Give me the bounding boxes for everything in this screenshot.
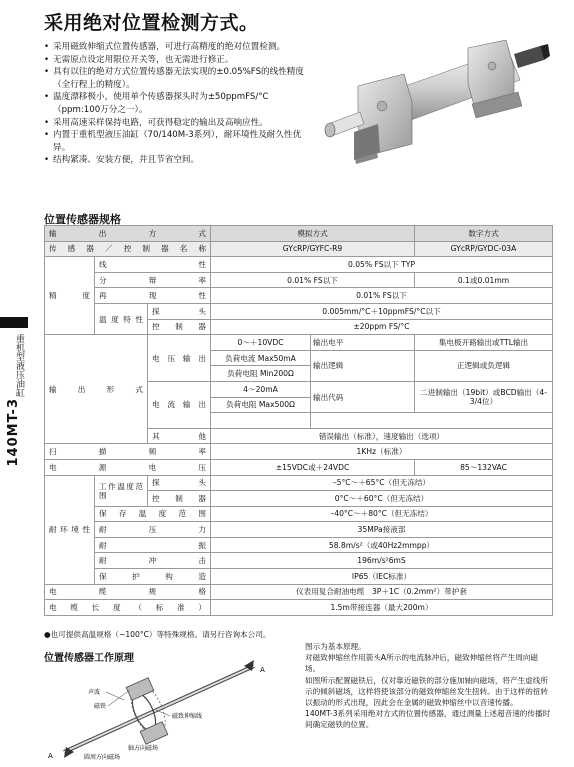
table-cell: 35MPa接液部 xyxy=(211,522,553,538)
table-cell: –5°C～＋65°C（但无冻结） xyxy=(211,475,553,491)
table-row xyxy=(45,537,553,553)
table-cell: 分辩率 xyxy=(95,272,211,288)
principle-paragraph: 如图所示配置磁铁后，仅对靠近磁铁的部分施加轴向磁场，将产生虚线所示的倾斜磁场，这样将使该部分的磁致伸缩丝发生扭转。由于这样的扭转以振动的形式出现，因此会在金属的磁致伸缩丝中以音速传播。 xyxy=(305,675,548,708)
label-a-end: A xyxy=(260,666,265,674)
table-cell: 0.1或0.01mm xyxy=(415,272,553,288)
feature-item: • 采用磁致伸缩式位置传感器，可进行高精度的绝对位置检测。 xyxy=(44,41,312,54)
table-row xyxy=(45,459,553,475)
table-cell: IP65（IEC标准） xyxy=(211,569,553,585)
table-header-cell: 输出方式 xyxy=(45,226,211,242)
table-cell: ±15VDC或＋24VDC xyxy=(211,459,415,475)
table-cell: 电缆规格 xyxy=(45,584,211,600)
table-cell: 电流输出 xyxy=(148,381,211,428)
table-row xyxy=(45,272,553,288)
table-row xyxy=(45,335,553,351)
table-cell: 输出逻辑 xyxy=(311,350,415,381)
feature-item: • 内置于重机型液压油缸（70/140M-3系列），耐环境性及耐久性优异。 xyxy=(44,129,312,154)
feature-item: • 采用高速采样保持电路，可获得稳定的输出及高响应性。 xyxy=(44,117,312,130)
table-cell: 控制器 xyxy=(148,491,211,507)
table-cell: 电源电压 xyxy=(45,459,211,475)
feature-item: • 具有以往的绝对方式位置传感器无法实现的±0.05%FS的线性精度（全行程上的精度）。 xyxy=(44,66,312,91)
table-cell: 58.8m/s²（或40Hz2mmpp） xyxy=(211,537,553,553)
table-cell: 0.01% FS以下 xyxy=(211,272,415,288)
feature-list xyxy=(44,41,312,167)
table-cell: 0°C～＋60°C（但无冻结） xyxy=(211,491,553,507)
table-cell: 集电极开路输出或TTL输出 xyxy=(415,335,553,351)
table-cell: GYcRP/GYFC-R9 xyxy=(211,241,415,257)
sensor-spec-table xyxy=(44,225,553,616)
table-row xyxy=(45,303,553,319)
table-row xyxy=(45,226,553,242)
table-cell: 再现性 xyxy=(95,288,211,304)
table-row xyxy=(45,444,553,460)
table-cell: 错误输出（标准），速度输出（选项） xyxy=(211,428,553,444)
table-cell: 耐振 xyxy=(95,537,211,553)
table-cell xyxy=(311,413,553,429)
hydraulic-cylinder-image xyxy=(318,40,550,190)
section-tab-marker xyxy=(0,317,28,328)
table-row xyxy=(45,506,553,522)
side-category-label: 重机型液压油缸 xyxy=(14,334,24,397)
diagram-title: 位置传感器工作原理 xyxy=(44,653,134,664)
table-cell: 正逻辑或负逻辑 xyxy=(415,350,553,381)
label-magnetostrictive-wire: 磁致伸缩线 xyxy=(172,713,203,720)
table-cell: 负荷电阻 Max500Ω xyxy=(211,397,311,413)
table-cell: 196m/s²6mS xyxy=(211,553,553,569)
table-cell xyxy=(211,413,311,429)
table-row xyxy=(45,288,553,304)
table-cell: 电缆长度（标准） xyxy=(45,600,211,616)
table-row xyxy=(45,257,553,273)
table-cell: ±20ppm FS/°C xyxy=(211,319,553,335)
table-cell: 85～132VAC xyxy=(415,459,553,475)
feature-item: • 温度漂移极小，使用单个传感器探头时为±50ppmFS/°C（ppm:100万分之一）。 xyxy=(44,91,312,116)
table-cell: 0.01% FS以下 xyxy=(211,288,553,304)
table-cell: 二进制输出（19bit）或BCD输出（4-3/4位） xyxy=(415,381,553,412)
label-magnet: 磁铁 xyxy=(94,703,107,710)
label-a: A xyxy=(48,752,53,760)
table-cell: 工作温度范围 xyxy=(95,475,148,506)
label-axial-field: 轴方向磁场 xyxy=(128,745,159,752)
table-cell: 0～＋10VDC xyxy=(211,335,311,351)
table-cell: 1KHz（标准） xyxy=(211,444,553,460)
table-row xyxy=(45,241,553,257)
table-header-cell: 模拟方式 xyxy=(211,226,415,242)
feature-item: • 无需原点设定用限位开关等，也无需进行修正。 xyxy=(44,54,312,67)
table-cell: GYcRP/GYDC-03A xyxy=(415,241,553,257)
table-row xyxy=(45,522,553,538)
table-cell: 0.005mm/°C＋10ppmFS/°C以下 xyxy=(211,303,553,319)
working-principle-diagram xyxy=(44,660,294,760)
section-title: 位置传感器规格 xyxy=(44,213,121,226)
table-cell: 其他 xyxy=(148,428,211,444)
table-cell: 温度特性 xyxy=(95,303,148,334)
table-row xyxy=(45,553,553,569)
table-row xyxy=(45,569,553,585)
label-sound-wave: 声波 xyxy=(88,689,101,696)
principle-paragraph: 140MT-3系列采用绝对方式的位置传感器，通过测量上述超音速的传播时间确定磁铁的位置。 xyxy=(305,709,551,730)
table-cell: 仪表用复合耐油电缆 3P＋1C（0.2mm²）带护套 xyxy=(211,584,553,600)
table-row xyxy=(45,475,553,491)
table-cell: 0.05% FS以下 TYP xyxy=(211,257,553,273)
table-cell: 控制器 xyxy=(148,319,211,335)
table-cell: 传感器／控制器名称 xyxy=(45,241,211,257)
table-cell: 保存温度范围 xyxy=(95,506,211,522)
principle-paragraph: 对磁致伸缩丝作用箭头A所示的电流脉冲后，磁致伸缩丝将产生周向磁场。 xyxy=(305,653,539,674)
principle-paragraph: 图示为基本原理。 xyxy=(305,642,366,651)
table-cell: 4～20mA xyxy=(211,381,311,397)
table-cell: 输出电平 xyxy=(311,335,415,351)
principle-description xyxy=(305,641,553,731)
table-cell: 电压输出 xyxy=(148,335,211,382)
table-header-cell: 数字方式 xyxy=(415,226,553,242)
table-cell: 线性 xyxy=(95,257,211,273)
table-cell: 耐环境性 xyxy=(45,475,95,584)
table-cell: 耐压力 xyxy=(95,522,211,538)
feature-item: • 结构紧凑、安装方便，并且节省空间。 xyxy=(44,154,312,167)
table-cell: 1.5m带接连器（最大200m） xyxy=(211,600,553,616)
label-circumferential-field: 圆周方向磁场 xyxy=(84,754,121,760)
table-cell: 探头 xyxy=(148,303,211,319)
table-cell: 输出形式 xyxy=(45,335,148,444)
page-title: 采用绝对位置检测方式。 xyxy=(44,12,259,34)
table-cell: 精度 xyxy=(45,257,95,335)
table-cell: 探头 xyxy=(148,475,211,491)
table-cell: 耐冲击 xyxy=(95,553,211,569)
table-cell: 扫描频率 xyxy=(45,444,211,460)
table-cell: –40°C～＋80°C（但无冻结） xyxy=(211,506,553,522)
table-row xyxy=(45,600,553,616)
table-row xyxy=(45,584,553,600)
table-cell: 负荷电流 Max50mA xyxy=(211,350,311,366)
side-series-code: 140MT-3 xyxy=(6,398,21,467)
table-cell: 负荷电阻 Min200Ω xyxy=(211,366,311,382)
footnote: ●也可提供高温规格（~100°C）等特殊规格。请另行咨询本公司。 xyxy=(44,630,271,639)
table-cell: 输出代码 xyxy=(311,381,415,412)
table-cell: 保护构造 xyxy=(95,569,211,585)
